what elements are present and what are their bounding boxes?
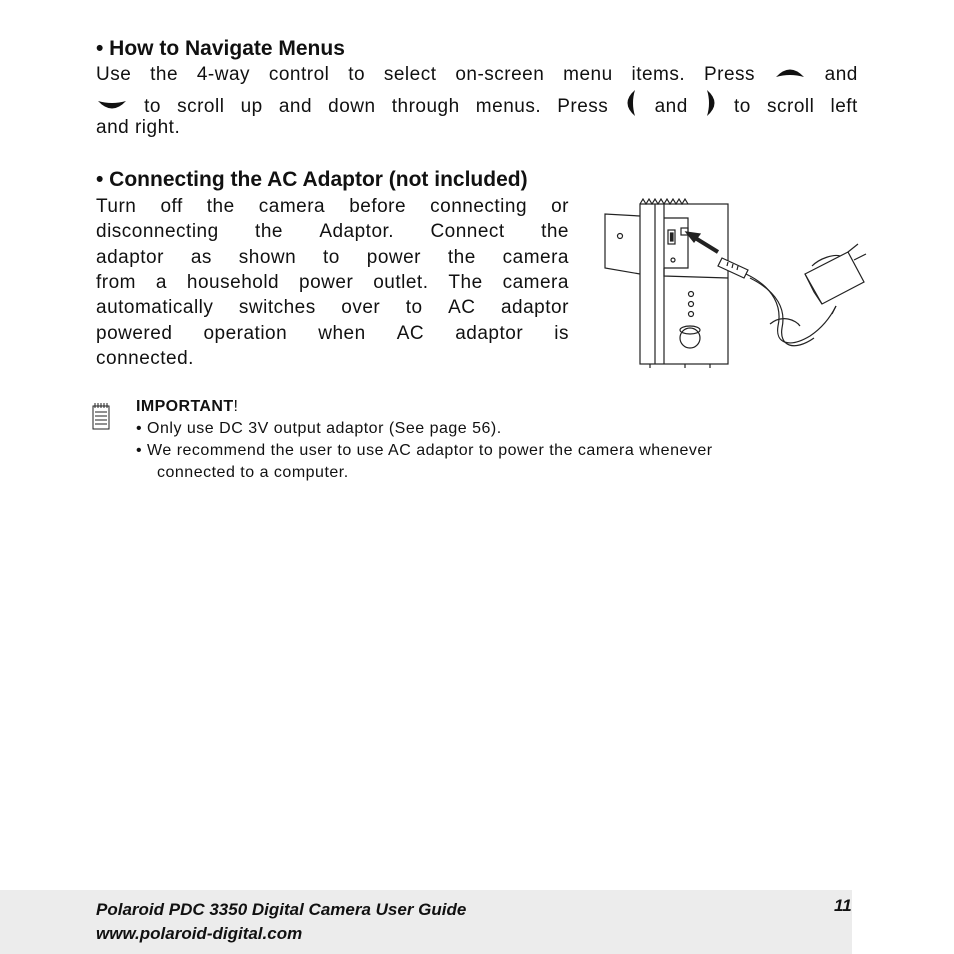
word: select — [383, 64, 437, 85]
camera-adaptor-illustration — [600, 196, 870, 376]
word: scroll — [177, 95, 225, 117]
word: is — [554, 322, 569, 344]
word: Turn — [96, 196, 137, 217]
button-right-icon — [704, 88, 718, 125]
word: The — [448, 271, 483, 293]
word: or — [551, 196, 569, 217]
heading-ac-adaptor: • Connecting the AC Adaptor (not included) — [96, 168, 528, 191]
page-number: 11 — [834, 896, 852, 915]
word: adaptor — [455, 322, 524, 344]
button-down-icon — [96, 95, 128, 119]
word: from — [96, 271, 136, 293]
word: menu — [563, 64, 613, 85]
word: the — [541, 221, 569, 243]
word: off — [160, 196, 183, 217]
word: camera — [502, 271, 569, 293]
important-bullet-2-continued: connected to a computer. — [157, 464, 349, 481]
adaptor-line — [96, 220, 569, 244]
adaptor-line — [96, 296, 569, 320]
word: to — [323, 246, 340, 268]
word: and — [824, 64, 858, 85]
word: up — [240, 95, 263, 117]
adaptor-line — [96, 347, 194, 371]
word: to — [144, 95, 161, 117]
word: as — [190, 246, 212, 268]
word: camera — [502, 246, 569, 268]
word: left — [830, 95, 858, 117]
navigate-line-2 — [96, 88, 858, 125]
navigate-line-3: and right. — [96, 117, 181, 138]
word: before — [349, 196, 407, 217]
word: a — [155, 271, 167, 293]
important-title: IMPORTANT! — [136, 398, 239, 415]
word: the — [206, 196, 235, 217]
word: when — [318, 322, 366, 344]
word: over — [341, 297, 381, 319]
footer-url: www.polaroid-digital.com — [96, 924, 303, 943]
word: on-screen — [455, 64, 545, 85]
word: AC — [396, 322, 425, 344]
word: switches — [238, 297, 316, 319]
word: connecting — [430, 196, 528, 217]
word: 4-way — [196, 64, 251, 85]
word: Connect — [430, 221, 505, 243]
word: power — [366, 246, 421, 268]
adaptor-line — [96, 246, 569, 270]
adaptor-line — [96, 195, 569, 219]
word: the — [447, 246, 476, 268]
word: through — [391, 95, 460, 117]
word: down — [328, 95, 376, 117]
word: operation — [203, 322, 288, 344]
word: disconnecting — [96, 221, 219, 243]
word: Adaptor. — [319, 221, 395, 243]
word: the — [150, 64, 179, 85]
word: and — [278, 95, 313, 117]
important-bullet-2: • We recommend the user to use AC adaptor to power the camera whenever — [136, 442, 713, 459]
word: Use — [96, 64, 132, 85]
heading-navigate-menus: • How to Navigate Menus — [96, 37, 345, 60]
word: to — [405, 297, 423, 319]
word: household — [186, 271, 280, 293]
button-up-icon — [774, 63, 806, 87]
word: the — [255, 221, 283, 243]
adaptor-line — [96, 271, 569, 295]
word: camera — [258, 196, 326, 217]
word: powered — [96, 322, 173, 344]
word: AC — [448, 297, 476, 319]
word: shown — [238, 246, 297, 268]
word: automatically — [96, 297, 214, 319]
word: Press — [703, 64, 756, 85]
word: to — [734, 95, 751, 117]
adaptor-line — [96, 322, 569, 346]
word: control — [268, 64, 330, 85]
word: and — [654, 95, 688, 117]
word: scroll — [767, 95, 815, 117]
navigate-line-1 — [96, 63, 858, 87]
word: adaptor — [500, 297, 569, 319]
word: to — [348, 64, 366, 85]
word: outlet. — [373, 271, 429, 293]
word: power — [299, 271, 354, 293]
word: menus. — [475, 95, 542, 117]
footer-bar — [0, 890, 852, 954]
footer-title: Polaroid PDC 3350 Digital Camera User Guide — [96, 900, 467, 919]
word: Press — [557, 95, 609, 117]
note-icon — [92, 402, 110, 435]
word: adaptor — [96, 246, 164, 268]
button-left-icon — [624, 88, 638, 125]
important-bullet-1: • Only use DC 3V output adaptor (See page 56). — [136, 420, 502, 437]
word: connected. — [96, 347, 194, 369]
word: items. — [631, 64, 686, 85]
